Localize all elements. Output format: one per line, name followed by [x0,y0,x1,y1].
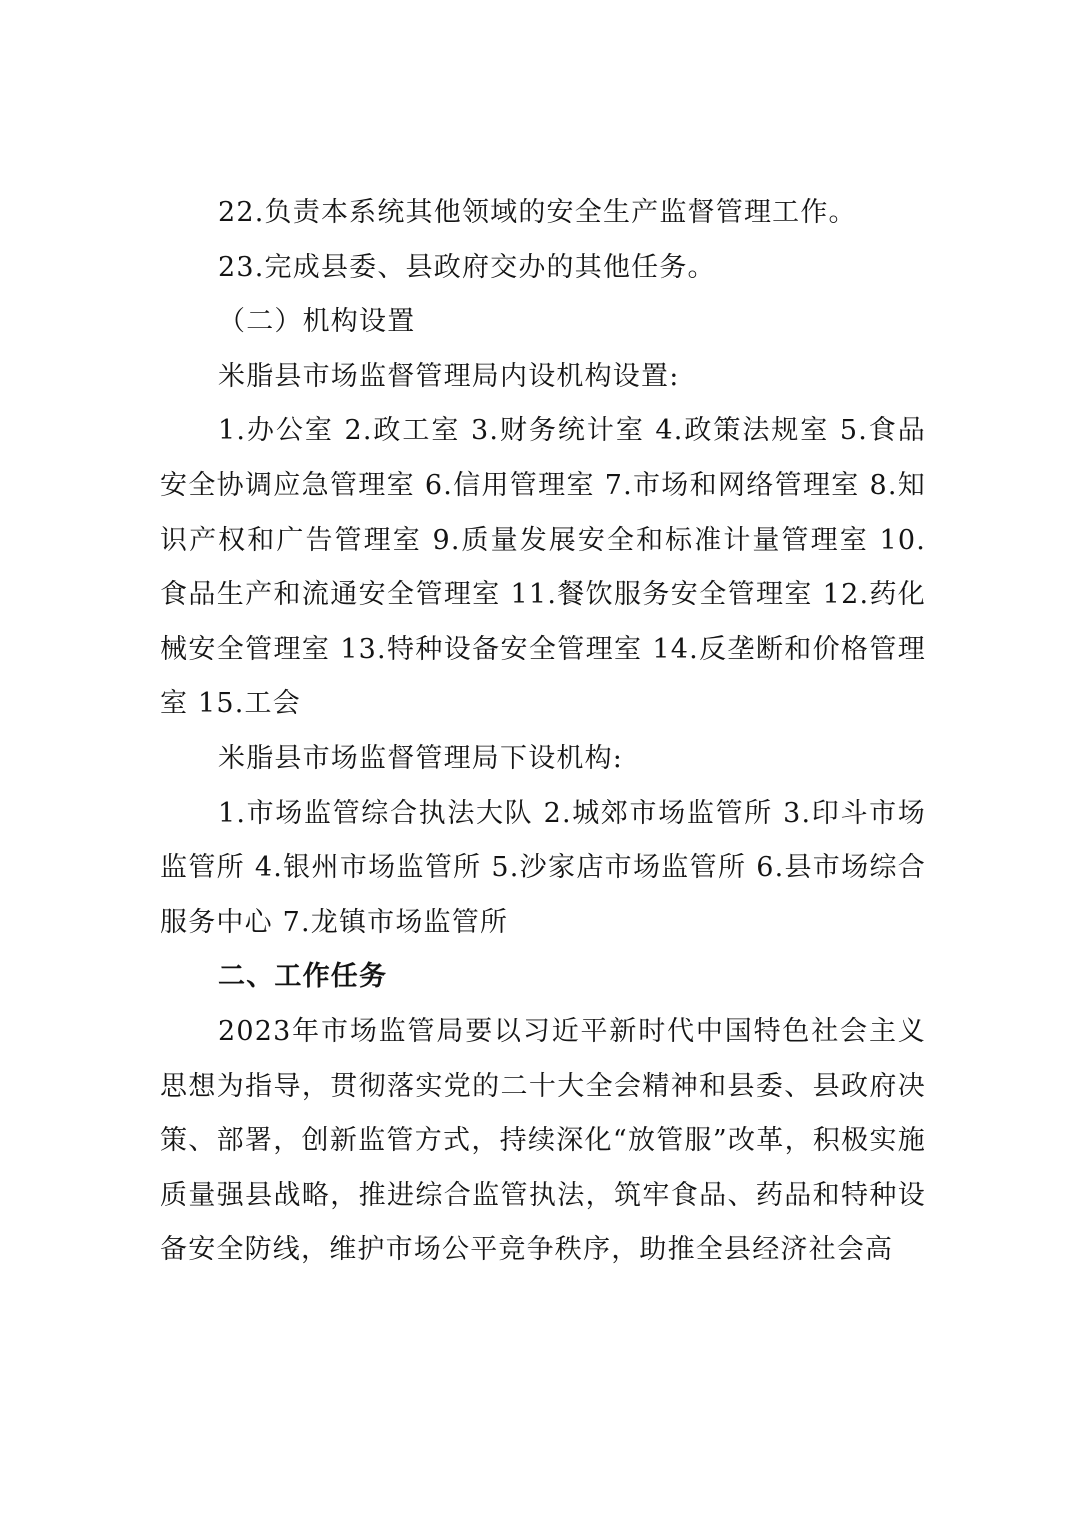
paragraph-subordinate-list: 1.市场监管综合执法大队 2.城郊市场监管所 3.印斗市场监管所 4.银州市场监管所 5.沙家店市场监管所 6.县市场综合服务中心 7.龙镇市场监管所 [160,797,926,938]
document-body [160,186,926,1278]
paragraph-item-23: 23.完成县委、县政府交办的其他任务。 [218,251,716,283]
paragraph-tasks-body: 2023年市场监管局要以习近平新时代中国特色社会主义思想为指导，贯彻落实党的二十大全会精神和县委、县政府决策、部署，创新监管方式，持续深化“放管服”改革，积极实施质量强县战略，推进综合监管执法，筑牢食品、药品和特种设备安全防线，维护市场公平竞争秩序，助推全县经济社会高 [160,1015,926,1266]
paragraph-internal-list: 1.办公室 2.政工室 3.财务统计室 4.政策法规室 5.食品安全协调应急管理室 6.信用管理室 7.市场和网络管理室 8.知识产权和广告管理室 9.质量发展安全和标准计量管理室 10.食品生产和流通安全管理室 11.餐饮服务安全管理室 12.药化械安全管理室 13.特种设备安全管理室 14.反垄断和价格管理室 15.工会 [160,415,926,720]
paragraph-subordinate-intro: 米脂县市场监督管理局下设机构: [218,742,624,774]
paragraph-internal-intro: 米脂县市场监督管理局内设机构设置: [218,360,680,392]
section-heading-tasks: 二、工作任务 [218,961,388,993]
subsection-heading-org: （二）机构设置 [218,306,416,338]
paragraph-item-22: 22.负责本系统其他领域的安全生产监督管理工作。 [218,197,857,228]
